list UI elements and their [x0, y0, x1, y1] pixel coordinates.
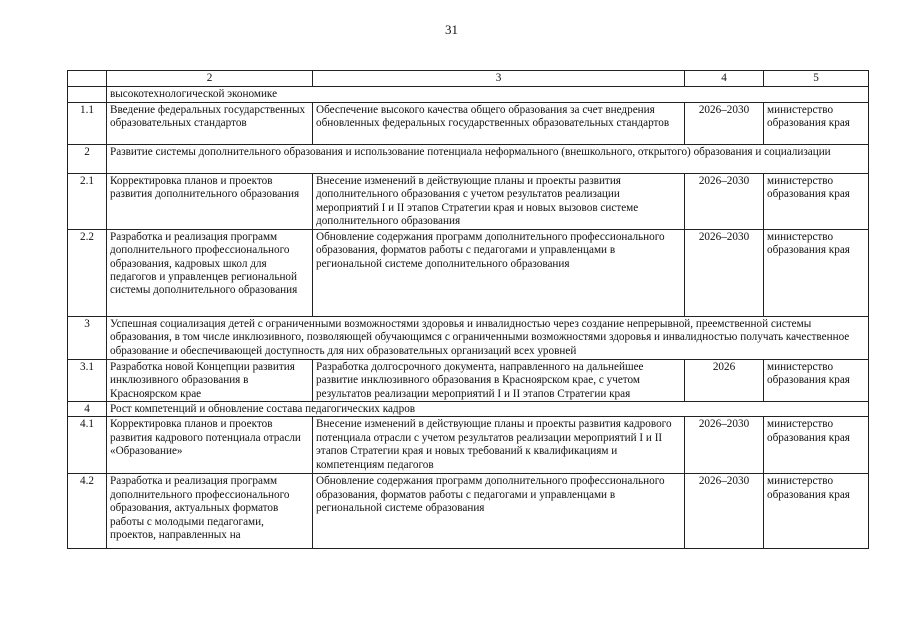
- measure-name: Корректировка планов и проектов развития кадрового потенциала отрасли «Образование»: [107, 417, 313, 474]
- table-row: [68, 417, 869, 474]
- measure-name: Разработка и реализация программ дополнительного профессионального образования, кадровых школ для педагогов и управленцев региональной системы дополнительного образования: [107, 229, 313, 316]
- measure-responsible: министерство образования края: [764, 417, 869, 474]
- measure-name: Разработка новой Концепции развития инклюзивного образования в Красноярском крае: [107, 359, 313, 401]
- table-row-continued: [68, 87, 869, 102]
- measure-responsible: министерство образования края: [764, 229, 869, 316]
- row-number: 2.2: [68, 229, 107, 316]
- row-number: 4.2: [68, 474, 107, 549]
- measure-description: Внесение изменений в действующие планы и проекты развития дополнительного образования с учетом результатов реализации мероприятий I и II этапов Стратегии края и новых вызовов системе дополнительного образования: [313, 173, 685, 229]
- row-number: 3.1: [68, 359, 107, 401]
- measure-description: Обновление содержания программ дополнительного профессионального образования, форматов работы с педагогами и управленцами в региональной системе дополнительного образования: [313, 229, 685, 316]
- strategy-measures-table: [67, 70, 869, 549]
- measure-period: 2026–2030: [685, 173, 764, 229]
- section-row: [68, 144, 869, 173]
- measure-period: 2026–2030: [685, 229, 764, 316]
- measure-responsible: министерство образования края: [764, 173, 869, 229]
- table-row: [68, 359, 869, 401]
- header-col-2: 2: [107, 71, 313, 87]
- header-col-5: 5: [764, 71, 869, 87]
- measure-responsible: министерство образования края: [764, 474, 869, 549]
- row-number: [68, 87, 107, 102]
- measure-description: Разработка долгосрочного документа, направленного на дальнейшее развитие инклюзивного образования в Красноярском крае, с учетом результатов реализации мероприятий I и II этапов Стратегии края: [313, 359, 685, 401]
- header-col-4: 4: [685, 71, 764, 87]
- section-number: 4: [68, 402, 107, 417]
- section-title: Рост компетенций и обновление состава педагогических кадров: [107, 402, 869, 417]
- row-number: 1.1: [68, 102, 107, 144]
- continued-text: высокотехнологической экономике: [107, 87, 869, 102]
- measure-description: Внесение изменений в действующие планы и проекты развития кадрового потенциала отрасли с учетом результатов реализации мероприятий I и II этапов Стратегии края и новых требований к квалификациям и компетенциям педагогов: [313, 417, 685, 474]
- section-row: [68, 402, 869, 417]
- table-row: [68, 102, 869, 144]
- section-number: 2: [68, 144, 107, 173]
- measure-period: 2026–2030: [685, 474, 764, 549]
- measure-description: Обеспечение высокого качества общего образования за счет внедрения обновленных федеральных государственных образовательных стандартов: [313, 102, 685, 144]
- row-number: 2.1: [68, 173, 107, 229]
- measure-responsible: министерство образования края: [764, 359, 869, 401]
- measure-period: 2026: [685, 359, 764, 401]
- table-row: [68, 173, 869, 229]
- section-row: [68, 316, 869, 359]
- section-number: 3: [68, 316, 107, 359]
- page-number: 31: [445, 22, 458, 37]
- header-col-1: [68, 71, 107, 87]
- table-row: [68, 474, 869, 549]
- header-col-3: 3: [313, 71, 685, 87]
- row-number: 4.1: [68, 417, 107, 474]
- section-title: Развитие системы дополнительного образования и использование потенциала неформального (внешкольного, открытого) образования и социализации: [107, 144, 869, 173]
- measure-name: Разработка и реализация программ дополнительного профессионального образования, актуальных форматов работы с молодыми педагогами, проектов, направленных на: [107, 474, 313, 549]
- measure-name: Введение федеральных государственных образовательных стандартов: [107, 102, 313, 144]
- measure-name: Корректировка планов и проектов развития дополнительного образования: [107, 173, 313, 229]
- table-header-row: [68, 71, 869, 87]
- section-title: Успешная социализация детей с ограниченными возможностями здоровья и инвалидностью через создание непрерывной, преемственной системы образования, в том числе инклюзивного, позволяющей обучающимся с ограниченными возможностями здоровья и инвалидностью получать качественное образование и обеспечивающей доступность для них образовательных организаций всех уровней: [107, 316, 869, 359]
- measure-responsible: министерство образования края: [764, 102, 869, 144]
- measure-description: Обновление содержания программ дополнительного профессионального образования, форматов работы с педагогами и управленцами в региональной системе образования: [313, 474, 685, 549]
- table-row: [68, 229, 869, 316]
- measure-period: 2026–2030: [685, 102, 764, 144]
- measure-period: 2026–2030: [685, 417, 764, 474]
